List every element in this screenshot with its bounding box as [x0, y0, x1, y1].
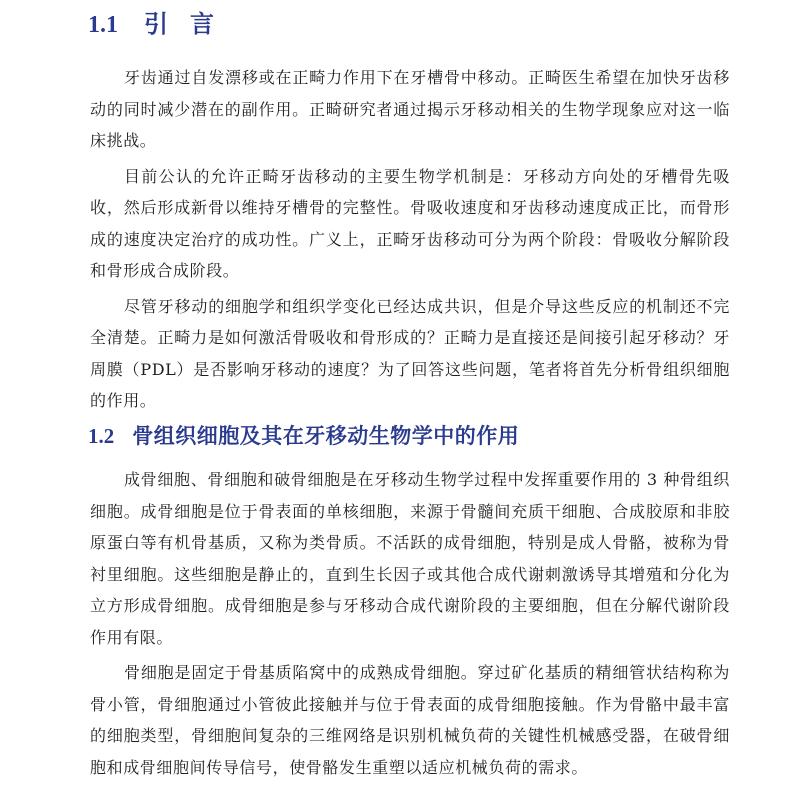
section-title: 引言 — [144, 9, 236, 38]
section-heading-intro — [88, 8, 236, 41]
section-number: 1.2 — [88, 424, 115, 448]
paragraph: 成骨细胞、骨细胞和破骨细胞是在牙移动生物学过程中发挥重要作用的 3 种骨组织细胞。成骨细胞是位于骨表面的单核细胞，来源于骨髓间充质干细胞、合成胶原和非胶原蛋白等有机骨基质，又称为类骨质。不活跃的成骨细胞，特别是成人骨骼，被称为骨衬里细胞。这些细胞是静止的，直到生长因子或其他合成代谢刺激诱导其增殖和分化为立方形成骨细胞。成骨细胞是参与牙移动合成代谢阶段的主要细胞，但在分解代谢阶段作用有限。 — [90, 470, 730, 647]
section-number: 1.1 — [88, 12, 118, 38]
section-body-intro — [90, 62, 730, 421]
paragraph: 尽管牙移动的细胞学和组织学变化已经达成共识，但是介导这些反应的机制还不完全清楚。正畸力是如何激活骨吸收和骨形成的？正畸力是直接还是间接引起牙移动？牙周膜（PDL）是否影响牙移动的速度？为了回答这些问题，笔者将首先分析骨组织细胞的作用。 — [90, 296, 730, 410]
section-body-bone-cells — [90, 464, 730, 787]
section-heading-bone-cells — [88, 420, 519, 452]
paragraph: 骨细胞是固定于骨基质陷窝中的成熟成骨细胞。穿过矿化基质的精细管状结构称为骨小管，骨细胞通过小管彼此接触并与位于骨表面的成骨细胞接触。作为骨骼中最丰富的细胞类型，骨细胞间复杂的三维网络是识别机械负荷的关键性机械感受器，在破骨细胞和成骨细胞间传导信号，使骨骼发生重塑以适应机械负荷的需求。 — [90, 663, 730, 777]
section-title: 骨组织细胞及其在牙移动生物学中的作用 — [132, 423, 520, 448]
paragraph: 目前公认的允许正畸牙齿移动的主要生物学机制是：牙移动方向处的牙槽骨先吸收，然后形成新骨以维持牙槽骨的完整性。骨吸收速度和牙齿移动速度成正比，而骨形成的速度决定治疗的成功性。广义上，正畸牙齿移动可分为两个阶段：骨吸收分解阶段和骨形成合成阶段。 — [90, 166, 730, 280]
paragraph: 牙齿通过自发漂移或在正畸力作用下在牙槽骨中移动。正畸医生希望在加快牙齿移动的同时减少潜在的副作用。正畸研究者通过揭示牙移动相关的生物学现象应对这一临床挑战。 — [90, 68, 730, 150]
